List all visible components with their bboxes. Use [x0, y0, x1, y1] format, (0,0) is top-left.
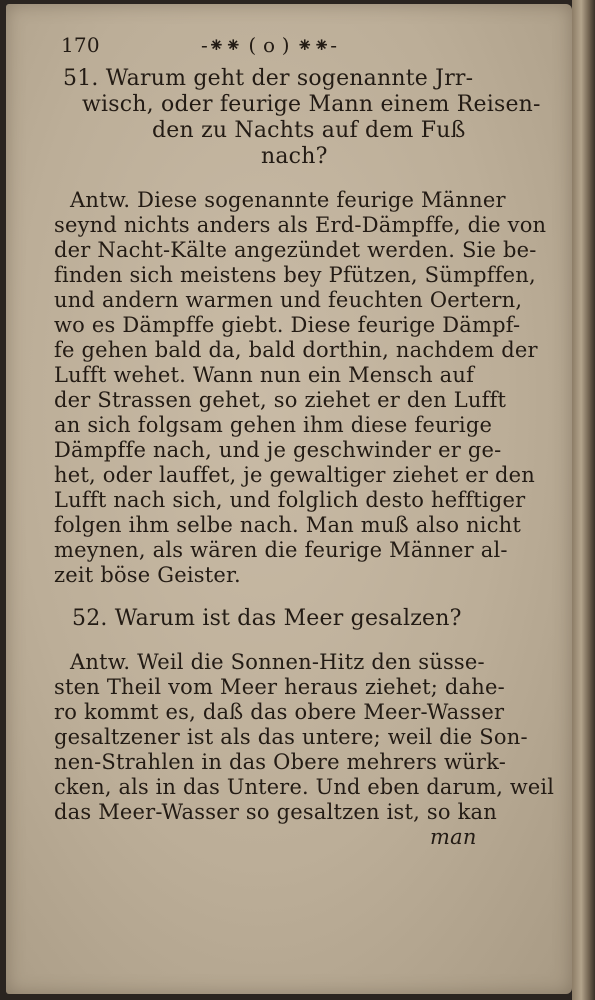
body-line: meynen, als wären die feurige Männer al-: [54, 538, 508, 562]
heading-line: den zu Nachts auf dem Fuß: [152, 118, 466, 143]
heading-line: wisch, oder feurige Mann einem Reisen-: [82, 92, 541, 117]
heading-line: 52. Warum ist das Meer gesalzen?: [72, 606, 462, 631]
body-line: an sich folgsam gehen ihm diese feurige: [54, 413, 493, 437]
body-line: das Meer-Wasser so gesaltzen ist, so kan: [54, 800, 497, 824]
body-line: fe gehen bald da, bald dorthin, nachdem der: [54, 338, 538, 362]
body-line: und andern warmen und feuchten Oertern,: [54, 288, 523, 312]
body-line: Antw. Weil die Sonnen-Hitz den süsse-: [70, 650, 485, 674]
body-line: Lufft nach sich, und folglich desto hefftiger: [54, 488, 526, 512]
body-line: wo es Dämpffe giebt. Diese feurige Dämpf-: [54, 313, 521, 337]
body-line: Dämpffe nach, und je geschwinder er ge-: [54, 438, 502, 462]
body-line: gesaltzener ist als das untere; weil die Son-: [54, 725, 528, 749]
body-line: Antw. Diese sogenannte feurige Männer: [70, 188, 506, 212]
page-number: 170: [61, 33, 100, 57]
body-line: het, oder lauffet, je gewaltiger ziehet er den: [54, 463, 535, 487]
body-line: seynd nichts anders als Erd-Dämpffe, die von: [54, 213, 547, 237]
book-page: [6, 4, 572, 994]
body-line: zeit böse Geister.: [54, 563, 241, 587]
catchword: man: [430, 825, 477, 849]
page-text: [6, 4, 572, 994]
body-line: sten Theil vom Meer heraus ziehet; dahe-: [54, 675, 505, 699]
heading-line: nach?: [261, 144, 328, 169]
body-line: ro kommt es, daß das obere Meer-Wasser: [54, 700, 505, 724]
body-line: der Nacht-Kälte angezündet werden. Sie be-: [54, 238, 537, 262]
body-line: finden sich meistens bey Pfützen, Sümpffen,: [54, 263, 536, 287]
heading-line: 51. Warum geht der sogenannte Jrr-: [63, 66, 474, 91]
body-line: cken, als in das Untere. Und eben darum, weil: [54, 775, 555, 799]
book-spine-edge: [572, 0, 595, 1000]
body-line: Lufft wehet. Wann nun ein Mensch auf: [54, 363, 475, 387]
body-line: folgen ihm selbe nach. Man muß also nicht: [54, 513, 522, 537]
header-ornament: -⁕⁕ ( o ) ⁕⁕-: [201, 33, 338, 57]
body-line: der Strassen gehet, so ziehet er den Lufft: [54, 388, 507, 412]
body-line: nen-Strahlen in das Obere mehrers würk-: [54, 750, 506, 774]
